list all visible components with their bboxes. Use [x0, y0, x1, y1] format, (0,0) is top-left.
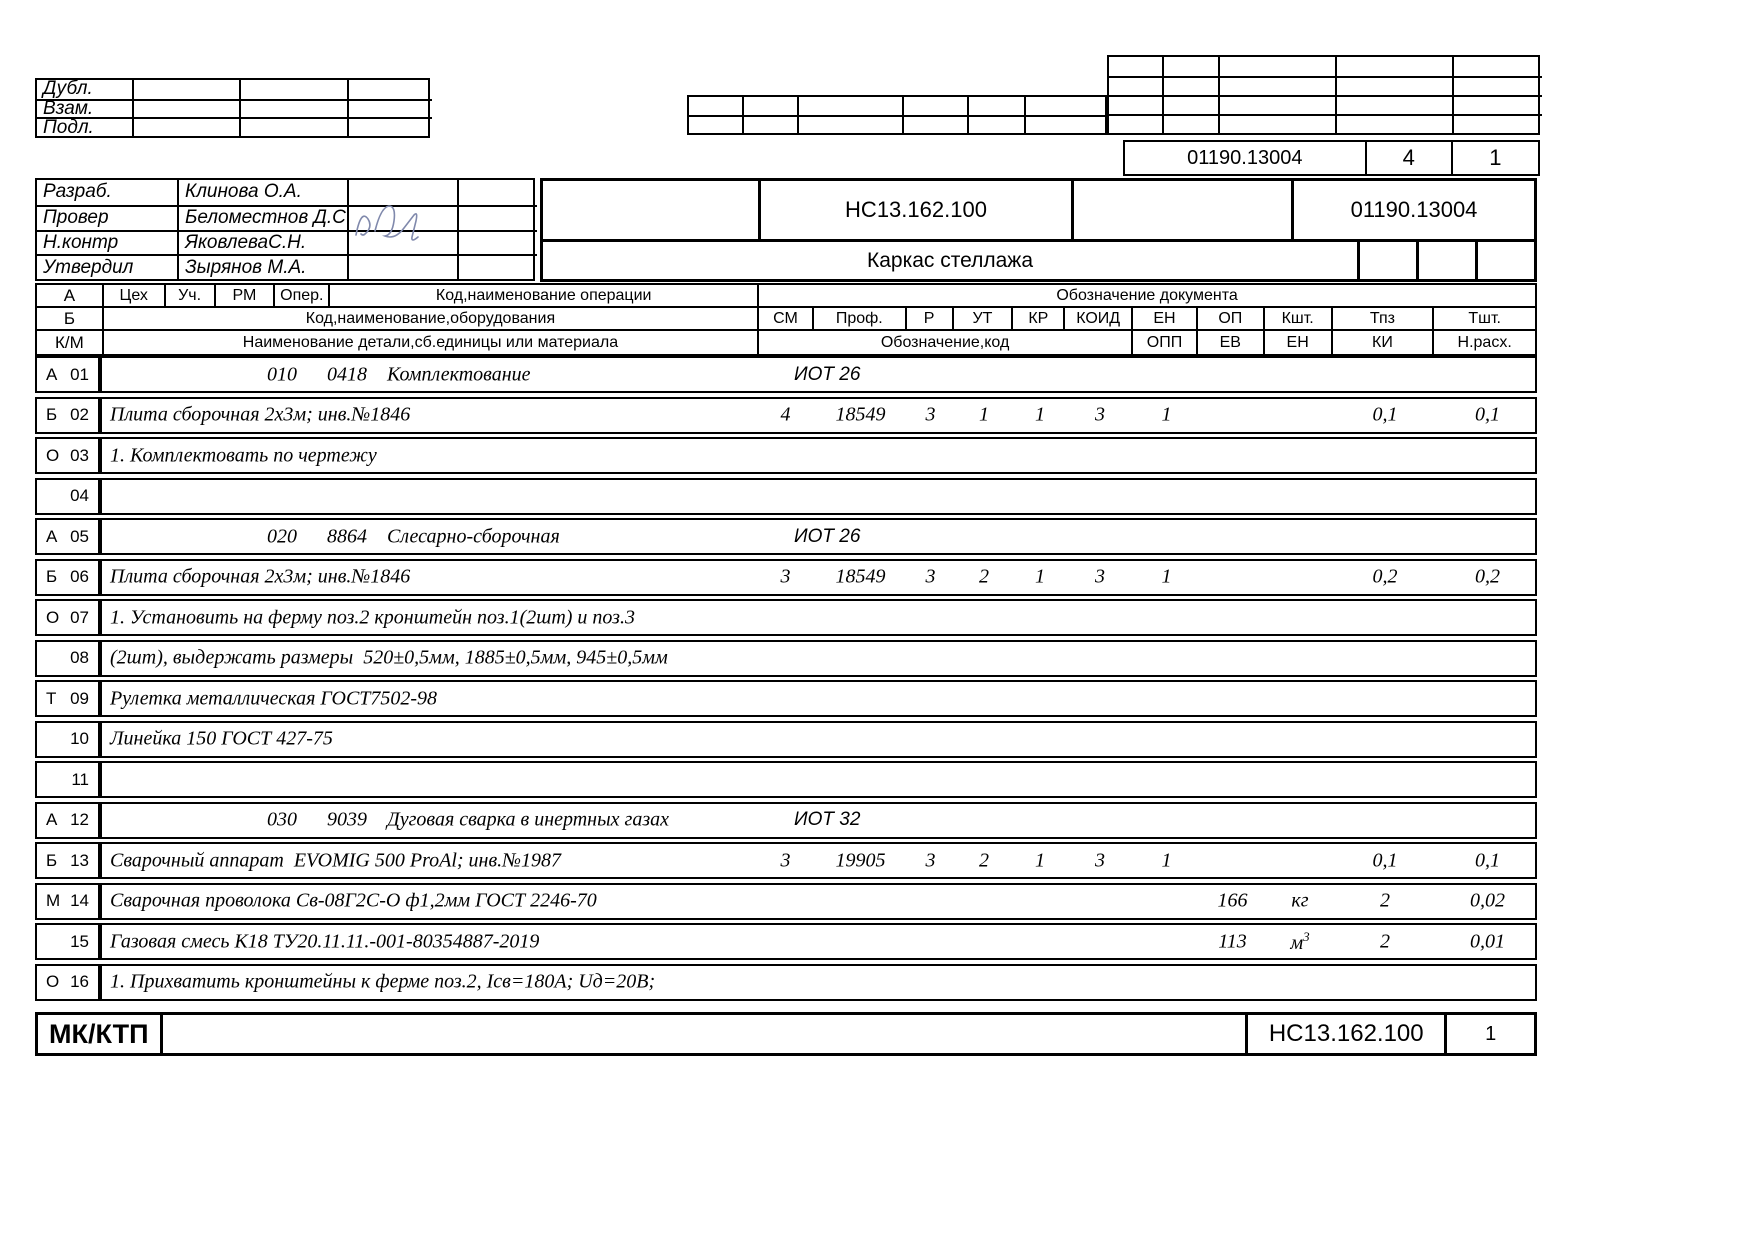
stamp-cell: [347, 117, 432, 136]
grid-cell: [689, 97, 742, 115]
header-nrasx: Н.расх.: [1432, 331, 1535, 354]
value-r: 3: [925, 403, 936, 426]
row-content: [100, 356, 1537, 393]
equipment-name: Сварочный аппарат EVOMIG 500 ProAl; инв.№1987: [110, 849, 562, 871]
value-tpz: 0,1: [1372, 849, 1398, 871]
row-label: [35, 802, 100, 839]
footer-doc-code: НС13.162.100: [1245, 1015, 1444, 1053]
table-row: [35, 761, 1537, 798]
table-row: [35, 518, 1537, 555]
unit-superscript: 3: [1303, 928, 1310, 944]
grid-cell: [1218, 95, 1335, 114]
value-koid: 3: [1095, 403, 1105, 426]
value-sm: 4: [780, 403, 791, 426]
header-row-b: [35, 306, 1537, 331]
grid-cell: [1335, 76, 1452, 95]
grid-cell: [1162, 114, 1218, 133]
grid-cell: [1162, 76, 1218, 95]
date-cell: [457, 205, 537, 230]
value-ev: 113: [1218, 930, 1247, 952]
row-number: 07: [70, 607, 89, 627]
row-type-letter: А: [46, 526, 58, 546]
row-number: 15: [70, 931, 89, 951]
value-en: 1: [1161, 565, 1172, 588]
value-ut: 2: [979, 849, 989, 871]
grid-cell: [742, 97, 797, 115]
approval-name: Клинова О.А.: [185, 181, 302, 203]
header-ceh: Цех: [102, 285, 164, 306]
header-doc-designation: Обозначение документа: [757, 285, 1535, 306]
value-ut: 1: [979, 403, 989, 426]
grid-cell: [1109, 95, 1162, 114]
header-ev: ЕВ: [1196, 331, 1263, 354]
row-label: [35, 437, 100, 474]
top-middle-grid: [687, 95, 1107, 135]
row-label: [35, 680, 100, 717]
row-content: [100, 478, 1537, 515]
row-type-letter: О: [46, 607, 60, 627]
instruction-text: 1. Комплектовать по чертежу: [110, 444, 377, 466]
approval-role: Провер: [43, 207, 109, 229]
table-row: [35, 842, 1537, 879]
header-km-label: К/М: [55, 332, 84, 352]
row-number: 12: [70, 810, 89, 829]
row-type-letter: М: [46, 891, 61, 910]
stamp-cell: [132, 80, 239, 99]
value-nrasx: 0,01: [1470, 930, 1505, 952]
form-type: МК/КТП: [48, 1018, 149, 1049]
row-content: [100, 518, 1537, 555]
value-ki: 2: [1380, 930, 1390, 952]
value-ki: 2: [1380, 889, 1390, 912]
stamp-cell: [239, 117, 347, 136]
title-empty-cell: [1071, 181, 1291, 239]
header-en-km: ЕН: [1263, 331, 1331, 354]
row-number: 10: [70, 729, 89, 748]
header-tpz: Тпз: [1331, 308, 1433, 329]
header-b-label: Б: [63, 308, 75, 328]
value-ev: 166: [1217, 889, 1248, 912]
table-row: [35, 883, 1537, 920]
grid-cell: [1024, 97, 1109, 115]
row-label: [35, 518, 100, 555]
row-type-letter: Б: [46, 850, 58, 870]
row-number: 08: [70, 648, 89, 667]
title-block: [540, 178, 1537, 282]
grid-cell: [1109, 57, 1162, 76]
stamp-cell: [347, 99, 432, 118]
header-oper: Опер.: [273, 285, 328, 306]
stamp-cell: [239, 80, 347, 99]
header-opp: ОПП: [1131, 331, 1196, 354]
value-tsht: 0,2: [1475, 565, 1500, 588]
row-content: [100, 640, 1537, 677]
date-cell: [457, 180, 537, 205]
operation-text: 030 9039 Дуговая сварка в инертных газах: [267, 808, 670, 831]
table-row: [35, 437, 1537, 474]
value-unit: [1266, 929, 1334, 955]
row-label: [35, 356, 100, 393]
row-number: 03: [70, 445, 89, 465]
operation-text: 010 0418 Комплектование: [267, 363, 531, 385]
stamp-cell: [347, 80, 432, 99]
row-content: [100, 802, 1537, 839]
row-type-letter: А: [46, 810, 58, 829]
row-content: [100, 721, 1537, 758]
header-sm: СМ: [757, 308, 812, 329]
grid-cell: [742, 115, 797, 133]
row-label: [35, 923, 100, 960]
signature: [348, 193, 434, 251]
header-equipment: Код,наименование,оборудования: [102, 308, 757, 329]
header-ksht: Кшт.: [1263, 308, 1331, 329]
row-type-letter: Б: [46, 567, 58, 586]
instruction-text: 1. Прихватить кронштейны к ферме поз.2, Iсв=180А; Uд=20В;: [110, 970, 656, 993]
header-ut: УТ: [952, 308, 1012, 329]
material-name: Сварочная проволока Св-08Г2С-О ф1,2мм ГОСТ 2246-70: [110, 889, 597, 912]
value-r: 3: [925, 849, 936, 871]
grid-cell: [1218, 114, 1335, 133]
approvals-table: [35, 178, 535, 281]
value-unit: [1266, 890, 1334, 913]
table-row: [35, 640, 1537, 677]
date-cell: [457, 230, 537, 255]
right-code: 01190.13004: [1291, 181, 1534, 239]
row-content: [100, 559, 1537, 596]
grid-cell: [1335, 57, 1452, 76]
row-label: [35, 559, 100, 596]
row-number: 13: [70, 850, 89, 870]
part-name: Каркас стеллажа: [866, 249, 1034, 272]
iot-reference: ИОТ 32: [794, 809, 861, 830]
header-designation-code: Обозначение,код: [757, 331, 1131, 354]
grid-cell: [1452, 114, 1542, 133]
header-koid: КОИД: [1063, 308, 1131, 329]
header-prof: Проф.: [812, 308, 905, 329]
equipment-name: Плита сборочная 2х3м; инв.№1846: [110, 403, 411, 426]
table-row: [35, 478, 1537, 515]
header-part-name: Наименование детали,сб.единицы или материала: [102, 331, 757, 354]
grid-cell: [1109, 114, 1162, 133]
grid-cell: [1452, 95, 1542, 114]
row-type-letter: О: [46, 972, 60, 991]
grid-cell: [1162, 57, 1218, 76]
instruction-text: 1. Установить на ферму поз.2 кронштейн поз.1(2шт) и поз.3: [110, 606, 635, 628]
approval-name: Зырянов М.А.: [185, 256, 307, 278]
row-number: 02: [70, 405, 89, 424]
grid-cell: [1162, 95, 1218, 114]
row-label: [35, 883, 100, 920]
value-ut: 2: [979, 565, 989, 588]
stamp-label: Подл.: [43, 117, 94, 136]
instruction-text: Рулетка металлическая ГОСТ7502-98: [110, 687, 438, 709]
title-small-cell: [1475, 242, 1534, 280]
row-label: [35, 478, 100, 515]
table-row: [35, 721, 1537, 758]
row-number: 14: [70, 891, 89, 910]
row-number: 09: [70, 688, 89, 708]
stamp-label: Взам.: [43, 98, 94, 118]
row-label: [35, 842, 100, 879]
instruction-text: Линейка 150 ГОСТ 427-75: [110, 727, 333, 750]
material-name: Газовая смесь К18 ТУ20.11.11.-001-80354887-2019: [110, 930, 540, 952]
value-tsht: 0,1: [1475, 403, 1500, 426]
grid-cell: [689, 115, 742, 133]
iot-reference: ИОТ 26: [794, 525, 861, 547]
header-row-a: [35, 283, 1537, 308]
header-uch: Уч.: [164, 285, 214, 306]
grid-cell: [1024, 115, 1109, 133]
value-koid: 3: [1095, 849, 1105, 871]
body-rows: [35, 356, 1537, 1004]
row-label: [35, 964, 100, 1001]
grid-cell: [1218, 57, 1335, 76]
approval-role: Утвердил: [43, 256, 134, 278]
row-number: 04: [70, 486, 89, 505]
table-row: [35, 964, 1537, 1001]
row-type-letter: Т: [46, 688, 57, 708]
signature-cell: [347, 254, 457, 279]
unit-text: м: [1290, 931, 1304, 954]
table-row: [35, 923, 1537, 960]
sheets-total: 4: [1365, 142, 1451, 174]
row-number: 05: [70, 526, 89, 546]
grid-cell: [1109, 76, 1162, 95]
value-prof: 19905: [835, 849, 886, 871]
header-kr: КР: [1011, 308, 1063, 329]
header-rm: РМ: [214, 285, 274, 306]
operation-text: 020 8864 Слесарно-сборочная: [267, 525, 560, 547]
code-sheet-row: [1123, 140, 1540, 176]
date-cell: [457, 254, 537, 279]
table-row: [35, 356, 1537, 393]
title-small-cell: [1357, 242, 1416, 280]
row-type-letter: А: [46, 364, 58, 384]
value-en: 1: [1161, 849, 1172, 871]
row-label: [35, 640, 100, 677]
row-content: [100, 842, 1537, 879]
unit-text: кг: [1291, 889, 1309, 912]
grid-cell: [1452, 76, 1542, 95]
row-label: [35, 761, 100, 798]
value-tsht: 0,1: [1475, 849, 1500, 871]
grid-cell: [1335, 114, 1452, 133]
header-tsht: Тшт.: [1432, 308, 1535, 329]
table-row: [35, 599, 1537, 636]
approval-role: Разраб.: [43, 181, 112, 203]
footer-page-number: 1: [1444, 1015, 1534, 1053]
grid-cell: [967, 115, 1024, 133]
value-tpz: 0,2: [1372, 565, 1398, 588]
approval-name: ЯковлеваС.Н.: [185, 231, 307, 253]
footer-empty-cell: [160, 1015, 1246, 1053]
row-content: [100, 923, 1537, 960]
row-number: 06: [70, 567, 89, 586]
approval-name: Беломестнов Д.С: [185, 207, 346, 229]
table-row: [35, 397, 1537, 434]
row-label: [35, 721, 100, 758]
equipment-name: Плита сборочная 2х3м; инв.№1846: [110, 565, 411, 588]
title-small-cell: [1416, 242, 1475, 280]
grid-cell: [1218, 76, 1335, 95]
header-a-label: А: [63, 285, 76, 305]
title-empty-cell: [543, 181, 758, 239]
top-right-grid: [1107, 55, 1540, 135]
grid-cell: [1452, 57, 1542, 76]
row-label: [35, 397, 100, 434]
row-type-letter: О: [46, 445, 60, 465]
value-r: 3: [925, 565, 936, 588]
value-sm: 3: [780, 849, 791, 871]
row-type-letter: Б: [46, 405, 58, 424]
row-number: 16: [70, 972, 89, 991]
header-op: ОП: [1196, 308, 1263, 329]
row-content: [100, 437, 1537, 474]
grid-cell: [1335, 95, 1452, 114]
value-nrasx: 0,02: [1470, 889, 1505, 912]
row-content: [100, 680, 1537, 717]
grid-cell: [797, 97, 902, 115]
table-row: [35, 802, 1537, 839]
table-row: [35, 559, 1537, 596]
doc-code: НС13.162.100: [758, 181, 1071, 239]
value-kr: 1: [1035, 565, 1045, 588]
approval-role: Н.контр: [43, 231, 119, 253]
stamp-label: Дубл.: [43, 80, 93, 99]
header-en: ЕН: [1131, 308, 1196, 329]
value-tpz: 0,1: [1372, 403, 1398, 426]
value-en: 1: [1161, 403, 1172, 426]
value-kr: 1: [1035, 403, 1045, 426]
stamp-cell: [239, 99, 347, 118]
row-content: [100, 397, 1537, 434]
header-op-name: Код,наименование операции: [328, 285, 757, 306]
grid-cell: [967, 97, 1024, 115]
stamp-cell: [132, 99, 239, 118]
value-prof: 18549: [835, 565, 886, 588]
row-content: [100, 599, 1537, 636]
instruction-text: (2шт), выдержать размеры 520±0,5мм, 1885±0,5мм, 945±0,5мм: [110, 646, 668, 669]
stamp-table: [35, 78, 430, 138]
value-prof: 18549: [835, 403, 886, 426]
iot-reference: ИОТ 26: [794, 363, 861, 385]
sheet-number: 1: [1451, 142, 1538, 174]
header-row-km: [35, 329, 1537, 356]
grid-cell: [902, 97, 967, 115]
header-ki: КИ: [1331, 331, 1433, 354]
value-sm: 3: [780, 565, 791, 588]
top-code: 01190.13004: [1187, 146, 1303, 169]
row-content: [100, 883, 1537, 920]
stamp-cell: [132, 117, 239, 136]
header-r: Р: [905, 308, 952, 329]
footer-block: [35, 1012, 1537, 1056]
grid-cell: [902, 115, 967, 133]
row-content: [100, 761, 1537, 798]
table-row: [35, 680, 1537, 717]
row-number: 11: [71, 769, 89, 789]
row-content: [100, 964, 1537, 1001]
grid-cell: [797, 115, 902, 133]
value-koid: 3: [1095, 565, 1105, 588]
value-kr: 1: [1035, 849, 1045, 871]
row-number: 01: [70, 364, 89, 384]
row-label: [35, 599, 100, 636]
